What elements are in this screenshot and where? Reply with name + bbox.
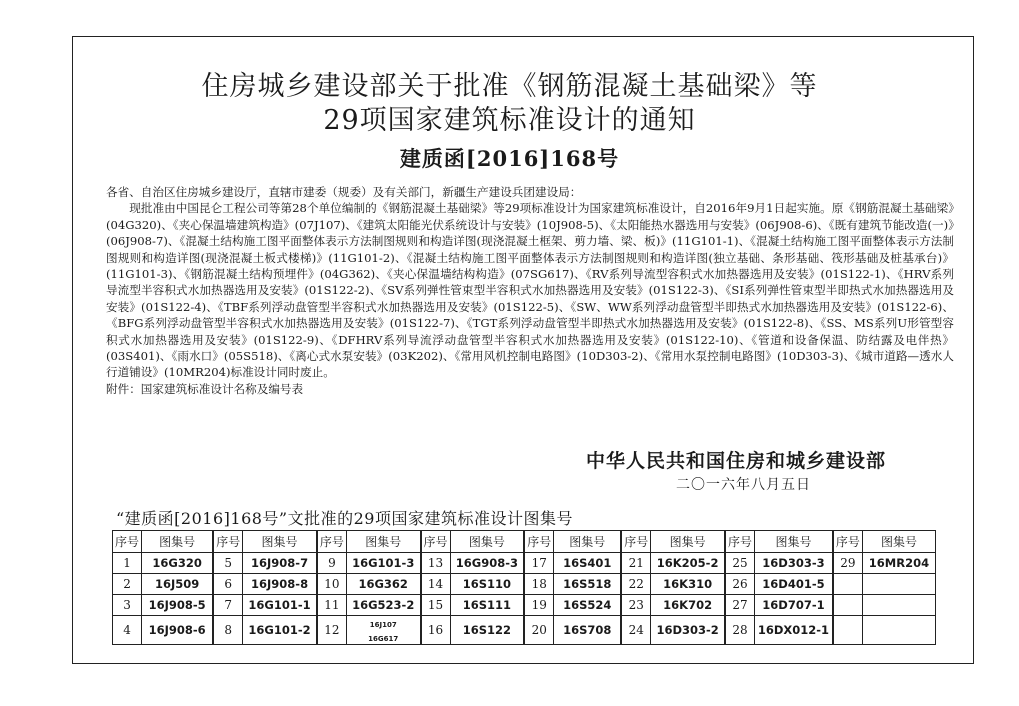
- cell-atlas-code: [862, 574, 935, 595]
- cell-seq: 2: [113, 574, 142, 595]
- table-header-row: [113, 531, 936, 553]
- cell-seq: 27: [725, 595, 755, 616]
- header-seq: 序号: [621, 531, 651, 553]
- cell-atlas-code: 16MR204: [862, 553, 935, 574]
- issuing-authority: 中华人民共和国住房和城乡建设部: [586, 450, 887, 472]
- addressee: 各省、自治区住房城乡建设厅，直辖市建委（规委）及有关部门，新疆生产建设兵团建设局：: [106, 185, 582, 199]
- table-row: [113, 595, 936, 616]
- cell-seq: 9: [317, 553, 347, 574]
- body-paragraph: 现批准由中国昆仑工程公司等第28个单位编制的《钢筋混凝土基础梁》等29项标准设计为国家建筑标准设计，自2016年9月1日起实施。原《钢筋混凝土基础梁》(04G320)、《夹心保温墙建筑构造》(07J107)、《建筑太阳能光伏系统设计与安装》(10J908-5)、《太阳能热水器选用与安装》(06J908-6)、《既有建筑节能改造(一)》(06J908-7)、《混凝土结构施工图平面整体表示方法制图规则和构造详图(现浇混凝土框架、剪力墙、梁、板)》(11G101-1)、《混凝土结构施工图平面整体表示方法制图规则和构造详图(现浇混凝土板式楼梯)》(11G101-2)、《混凝土结构施工图平面整体表示方法制图规则和构造详图(独立基础、条形基础、筏形基础及桩基承台)》(11G101-3)、《钢筋混凝土结构预埋件》(04G362)、《夹心保温墙结构构造》(07SG617)、《RV系列导流型容积式水加热器选用及安装》(01S122-1)、《HRV系列导流型半容积式水加热器选用及安装》(01S122-2)、《SV系列弹性管束型半容积式水加热器选用及安装》(01S122-3)、《SI系列弹性管束型半即热式水加热器选用及安装》(01S122-4)、《TBF系列浮动盘管型半容积式水加热器选用及安装》(01S122-5)、《SW、WW系列浮动盘管型半即热式水加热器选用及安装》(01S122-6)、《BFG系列浮动盘管型半容积式水加热器选用及安装》(01S122-7)、《TGT系列浮动盘管型半即热式水加热器选用及安装》(01S122-8)、《SS、MS系列U形管型容积式水加热器选用及安装》(01S122-9)、《DFHRV系列导流浮动盘管型半容积式水加热器选用及安装》(01S122-10)、《管道和设备保温、防结露及电伴热》(03S401)、《雨水口》(05S518)、《离心式水泵安装》(03K202)、《常用风机控制电路图》(10D303-2)、《常用水泵控制电路图》(10D303-3)、《城市道路—透水人行道铺设》(10MR204)标准设计同时废止。: [106, 201, 954, 380]
- cell-atlas-code: 16G320: [142, 553, 214, 574]
- cell-atlas-code: 16D401-5: [754, 574, 832, 595]
- cell-seq: 20: [524, 616, 554, 645]
- cell-seq: 6: [213, 574, 243, 595]
- cell-atlas-code: 16G101-2: [243, 616, 317, 645]
- cell-seq: 28: [725, 616, 755, 645]
- table-title: “建质函[2016]168号”文批准的29项国家建筑标准设计图集号: [116, 509, 573, 528]
- cell-seq: 17: [524, 553, 554, 574]
- table-row: [113, 616, 936, 645]
- cell-atlas-code: 16D303-3: [754, 553, 832, 574]
- table-row: [113, 553, 936, 574]
- header-seq: 序号: [317, 531, 347, 553]
- header-seq: 序号: [725, 531, 755, 553]
- cell-atlas-code: 16J509: [142, 574, 214, 595]
- header-code: 图集号: [243, 531, 317, 553]
- cell-seq: 1: [113, 553, 142, 574]
- cell-seq: 5: [213, 553, 243, 574]
- cell-atlas-code: 16DX012-1: [754, 616, 832, 645]
- cell-seq: [833, 574, 863, 595]
- cell-seq: 3: [113, 595, 142, 616]
- header-code: 图集号: [754, 531, 832, 553]
- header-code: 图集号: [346, 531, 420, 553]
- cell-atlas-code: 16D303-2: [651, 616, 725, 645]
- cell-seq: 16: [421, 616, 451, 645]
- attachment-note: 附件：国家建筑标准设计名称及编号表: [106, 381, 304, 396]
- cell-seq: [833, 616, 863, 645]
- cell-atlas-code: 16G101-3: [346, 553, 420, 574]
- cell-atlas-code: 16J908-7: [243, 553, 317, 574]
- table-row: [113, 574, 936, 595]
- cell-seq: 11: [317, 595, 347, 616]
- header-seq: 序号: [421, 531, 451, 553]
- cell-seq: [833, 595, 863, 616]
- cell-seq: 12: [317, 616, 347, 645]
- cell-atlas-code: 16J107 16G617: [346, 616, 420, 645]
- header-code: 图集号: [862, 531, 935, 553]
- header-seq: 序号: [833, 531, 863, 553]
- cell-seq: 26: [725, 574, 755, 595]
- cell-atlas-code: 16S122: [450, 616, 524, 645]
- cell-atlas-code: 16G362: [346, 574, 420, 595]
- cell-seq: 24: [621, 616, 651, 645]
- header-code: 图集号: [554, 531, 622, 553]
- cell-seq: 22: [621, 574, 651, 595]
- cell-atlas-code: 16J908-6: [142, 616, 214, 645]
- cell-seq: 18: [524, 574, 554, 595]
- cell-seq: 7: [213, 595, 243, 616]
- cell-atlas-code: 16S110: [450, 574, 524, 595]
- header-seq: 序号: [113, 531, 142, 553]
- cell-seq: 19: [524, 595, 554, 616]
- cell-seq: 29: [833, 553, 863, 574]
- cell-atlas-code: 16S401: [554, 553, 622, 574]
- cell-atlas-code: 16D707-1: [754, 595, 832, 616]
- notice-title-line-1: 住房城乡建设部关于批准《钢筋混凝土基础梁》等: [201, 71, 818, 102]
- cell-seq: 15: [421, 595, 451, 616]
- cell-atlas-code: 16G101-1: [243, 595, 317, 616]
- header-code: 图集号: [651, 531, 725, 553]
- header-seq: 序号: [213, 531, 243, 553]
- cell-seq: 4: [113, 616, 142, 645]
- cell-seq: 13: [421, 553, 451, 574]
- header-code: 图集号: [142, 531, 214, 553]
- cell-seq: 25: [725, 553, 755, 574]
- cell-atlas-code: 16G908-3: [450, 553, 524, 574]
- issue-date: 二〇一六年八月五日: [676, 477, 811, 493]
- cell-atlas-code: [862, 595, 935, 616]
- cell-atlas-code: 16G523-2: [346, 595, 420, 616]
- cell-atlas-code: 16S708: [554, 616, 622, 645]
- cell-atlas-code: 16K310: [651, 574, 725, 595]
- cell-atlas-code: 16S524: [554, 595, 622, 616]
- cell-seq: 23: [621, 595, 651, 616]
- atlas-table: [112, 530, 936, 645]
- cell-atlas-code: [862, 616, 935, 645]
- cell-seq: 8: [213, 616, 243, 645]
- cell-atlas-code: 16J908-8: [243, 574, 317, 595]
- header-seq: 序号: [524, 531, 554, 553]
- cell-atlas-code: 16K205-2: [651, 553, 725, 574]
- cell-atlas-code: 16S111: [450, 595, 524, 616]
- cell-atlas-code: 16J908-5: [142, 595, 214, 616]
- header-code: 图集号: [450, 531, 524, 553]
- document-number: 建质函[2016]168号: [399, 146, 620, 171]
- cell-seq: 10: [317, 574, 347, 595]
- cell-atlas-code: 16K702: [651, 595, 725, 616]
- notice-title-line-2: 29项国家建筑标准设计的通知: [323, 105, 696, 136]
- cell-seq: 21: [621, 553, 651, 574]
- cell-atlas-code: 16S518: [554, 574, 622, 595]
- cell-seq: 14: [421, 574, 451, 595]
- notice-body: [106, 184, 954, 397]
